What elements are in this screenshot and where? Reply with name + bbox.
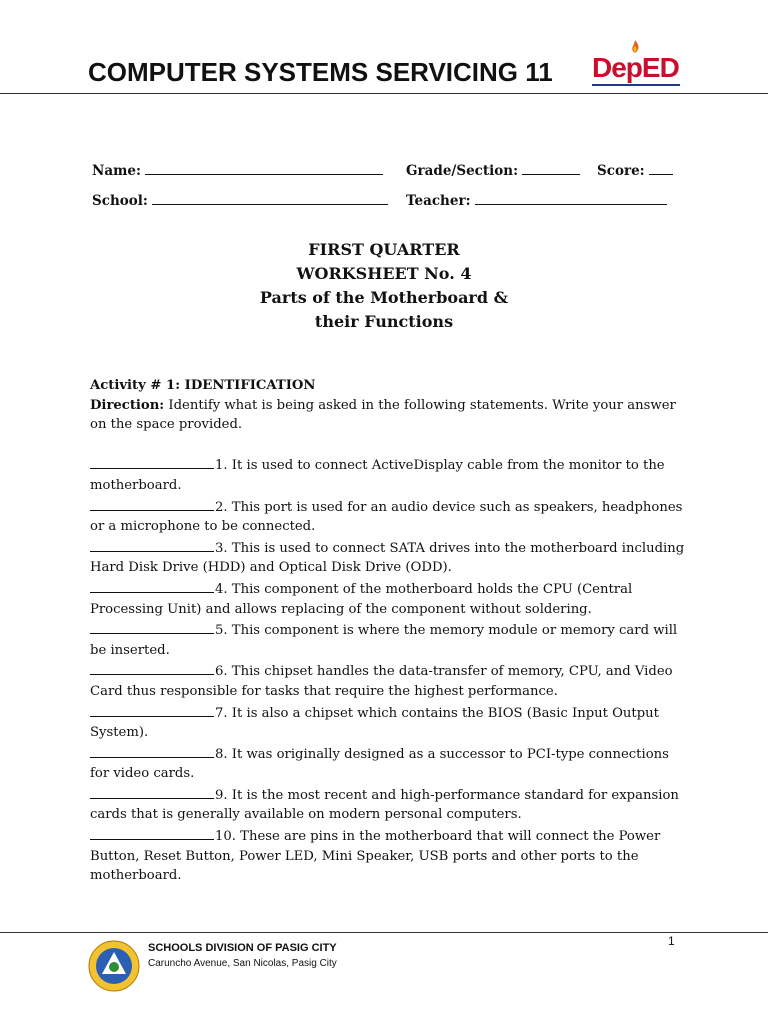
answer-blank[interactable] [90,702,214,717]
direction-text [90,396,690,435]
direction-body: Identify what is being asked in the following statements. Write your answer on the space provided. [90,397,676,433]
page-number: 1 [668,934,675,948]
page-header [0,0,768,96]
activity-heading: Activity # 1: IDENTIFICATION [90,378,316,393]
direction-label: Direction: [90,397,165,413]
question-item [90,660,690,701]
question-item [90,743,690,784]
topic-title-line-2: their Functions [314,312,454,331]
question-text: 8. It was originally designed as a successor to PCI-type connections for video cards. [90,746,669,782]
score-field[interactable] [597,160,673,179]
answer-blank[interactable] [90,660,214,675]
grade-section-field[interactable] [406,160,580,179]
question-item [90,454,690,495]
question-text: 6. This chipset handles the data-transfer of memory, CPU, and Video Card thus responsible for tasks that require the highest performance. [90,664,673,699]
division-seal-icon [88,940,140,992]
school-division-name: SCHOOLS DIVISION OF PASIG CITY [148,942,337,954]
field-row-1 [92,160,692,190]
score-label: Score: [597,163,645,179]
question-item [90,537,690,578]
activity-section [90,376,690,886]
grade-section-blank[interactable] [522,160,580,175]
page-footer [0,928,768,1024]
answer-blank[interactable] [90,825,214,840]
footer-divider [0,932,768,933]
name-label: Name: [92,163,141,179]
logo-wordmark: DepED [592,52,679,83]
school-blank[interactable] [152,190,388,205]
question-text: 3. This is used to connect SATA drives into the motherboard including Hard Disk Drive (HDD) and Optical Disk Drive (ODD). [90,540,685,576]
teacher-field[interactable] [406,190,667,209]
question-item [90,619,690,660]
answer-blank[interactable] [90,784,214,799]
teacher-label: Teacher: [406,193,471,209]
answer-blank[interactable] [90,743,214,758]
answer-blank[interactable] [90,537,214,552]
question-text: 10. These are pins in the motherboard that will connect the Power Button, Reset Button, Power LED, Mini Speaker, USB ports and other ports to the motherboard. [90,829,661,884]
question-text: 5. This component is where the memory module or memory card will be inserted. [90,623,678,658]
question-text: 7. It is also a chipset which contains the BIOS (Basic Input Output System). [90,705,659,741]
worksheet-titles [0,238,768,334]
student-info-fields [92,160,692,220]
question-item [90,578,690,619]
worksheet-number: WORKSHEET No. 4 [296,264,472,283]
question-item [90,784,690,825]
logo-underline [592,84,680,86]
deped-logo [592,40,684,92]
teacher-blank[interactable] [475,190,667,205]
name-blank[interactable] [145,160,383,175]
question-item [90,702,690,743]
field-row-2 [92,190,692,220]
answer-blank[interactable] [90,578,214,593]
topic-title-line-1: Parts of the Motherboard & [259,288,509,307]
question-item [90,825,690,886]
grade-section-label: Grade/Section: [406,163,519,179]
subject-title: COMPUTER SYSTEMS SERVICING 11 [88,57,553,87]
answer-blank[interactable] [90,454,214,469]
school-field[interactable] [92,190,388,209]
question-text: 9. It is the most recent and high-performance standard for expansion cards that is generally available on modern personal computers. [90,787,679,823]
header-divider [0,93,768,94]
school-label: School: [92,193,148,209]
question-text: 2. This port is used for an audio device such as speakers, headphones or a microphone to be connected. [90,499,683,535]
question-text: 1. It is used to connect ActiveDisplay cable from the monitor to the motherboard. [90,458,665,493]
answer-blank[interactable] [90,619,214,634]
score-blank[interactable] [649,160,673,175]
school-division-address: Caruncho Avenue, San Nicolas, Pasig City [148,958,337,969]
question-text: 4. This component of the motherboard holds the CPU (Central Processing Unit) and allows replacing of the component without soldering. [90,581,633,617]
quarter-title: FIRST QUARTER [308,240,460,259]
answer-blank[interactable] [90,496,214,511]
name-field[interactable] [92,160,383,179]
question-item [90,496,690,537]
